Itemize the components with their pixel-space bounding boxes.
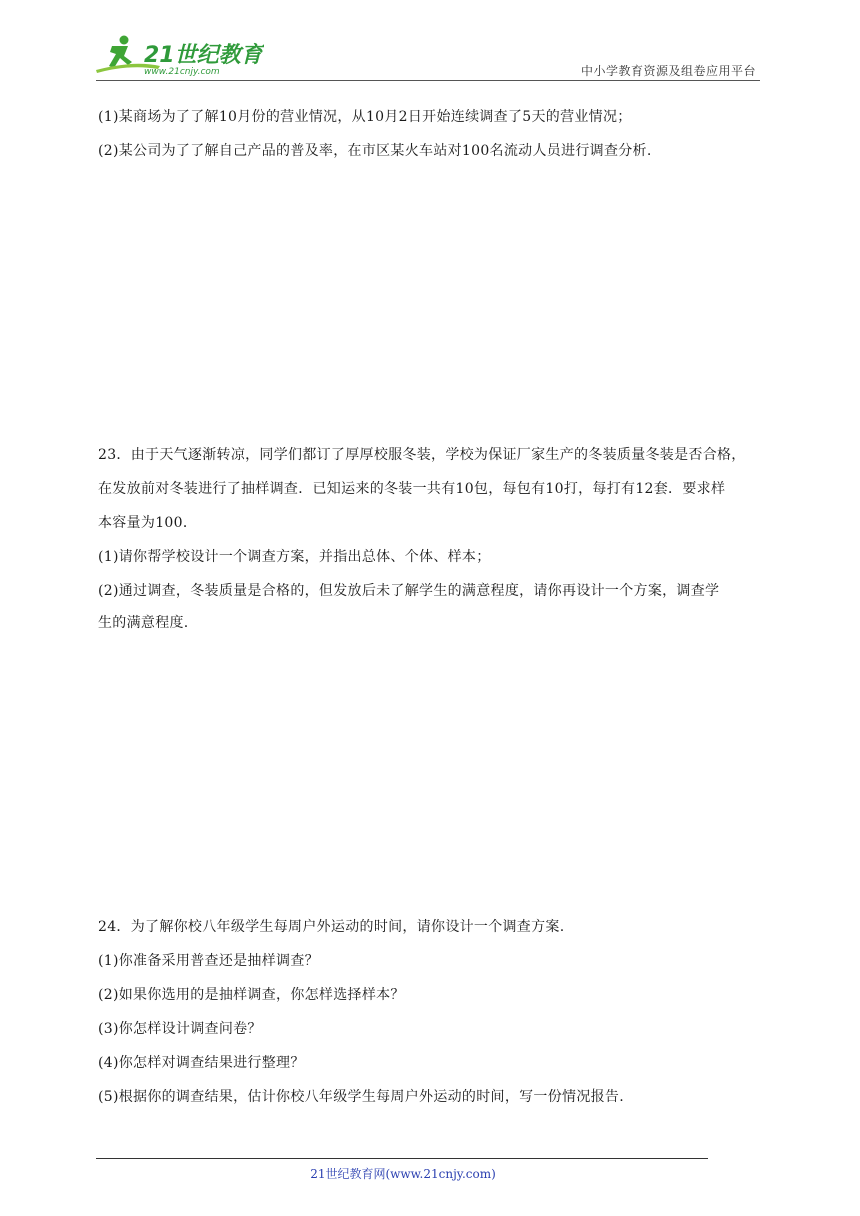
footer-link[interactable]: 21世纪教育网(www.21cnjy.com): [310, 1167, 496, 1181]
q24-item-4: (4)你怎样对调查结果进行整理？: [98, 1055, 305, 1071]
q23-item-1: (1)请你帮学校设计一个调查方案，并指出总体、个体、样本；: [98, 549, 491, 565]
q24-stem: 24．为了解你校八年级学生每周户外运动的时间，请你设计一个调查方案.: [98, 919, 565, 935]
q24-item-1: (1)你准备采用普查还是抽样调查？: [98, 953, 319, 969]
footer-divider: [96, 1158, 708, 1159]
q23-stem-line-1: 23．由于天气逐渐转凉，同学们都订了厚厚校服冬装，学校为保证厂家生产的冬装质量冬装是否合格，: [98, 447, 746, 463]
site-logo: [94, 32, 264, 78]
q23-item-2-line-1: (2)通过调查，冬装质量是合格的，但发放后未了解学生的满意程度，请你再设计一个方案，调查学: [98, 583, 720, 599]
q24-item-5: (5)根据你的调查结果，估计你校八年级学生每周户外运动的时间，写一份情况报告.: [98, 1089, 624, 1105]
header-divider: [96, 80, 760, 81]
logo-url: www.21cnjy.com: [144, 67, 220, 77]
q23-stem-line-2: 在发放前对冬装进行了抽样调查．已知运来的冬装一共有10包，每包有10打，每打有12套．要求样: [98, 481, 726, 497]
logo-text: 21世纪教育: [144, 43, 263, 68]
q24-item-2: (2)如果你选用的是抽样调查，你怎样选择样本？: [98, 987, 405, 1003]
q23-item-2-line-2: 生的满意程度.: [98, 615, 189, 631]
q24-item-3: (3)你怎样设计调查问卷？: [98, 1021, 262, 1037]
platform-name: 中小学教育资源及组卷应用平台: [580, 64, 756, 78]
q23-stem-line-3: 本容量为100．: [98, 515, 198, 531]
q22-item-2: (2)某公司为了了解自己产品的普及率，在市区某火车站对100名流动人员进行调查分析.: [98, 143, 652, 159]
q22-item-1: (1)某商场为了了解10月份的营业情况，从10月2日开始连续调查了5天的营业情况；: [98, 109, 632, 125]
